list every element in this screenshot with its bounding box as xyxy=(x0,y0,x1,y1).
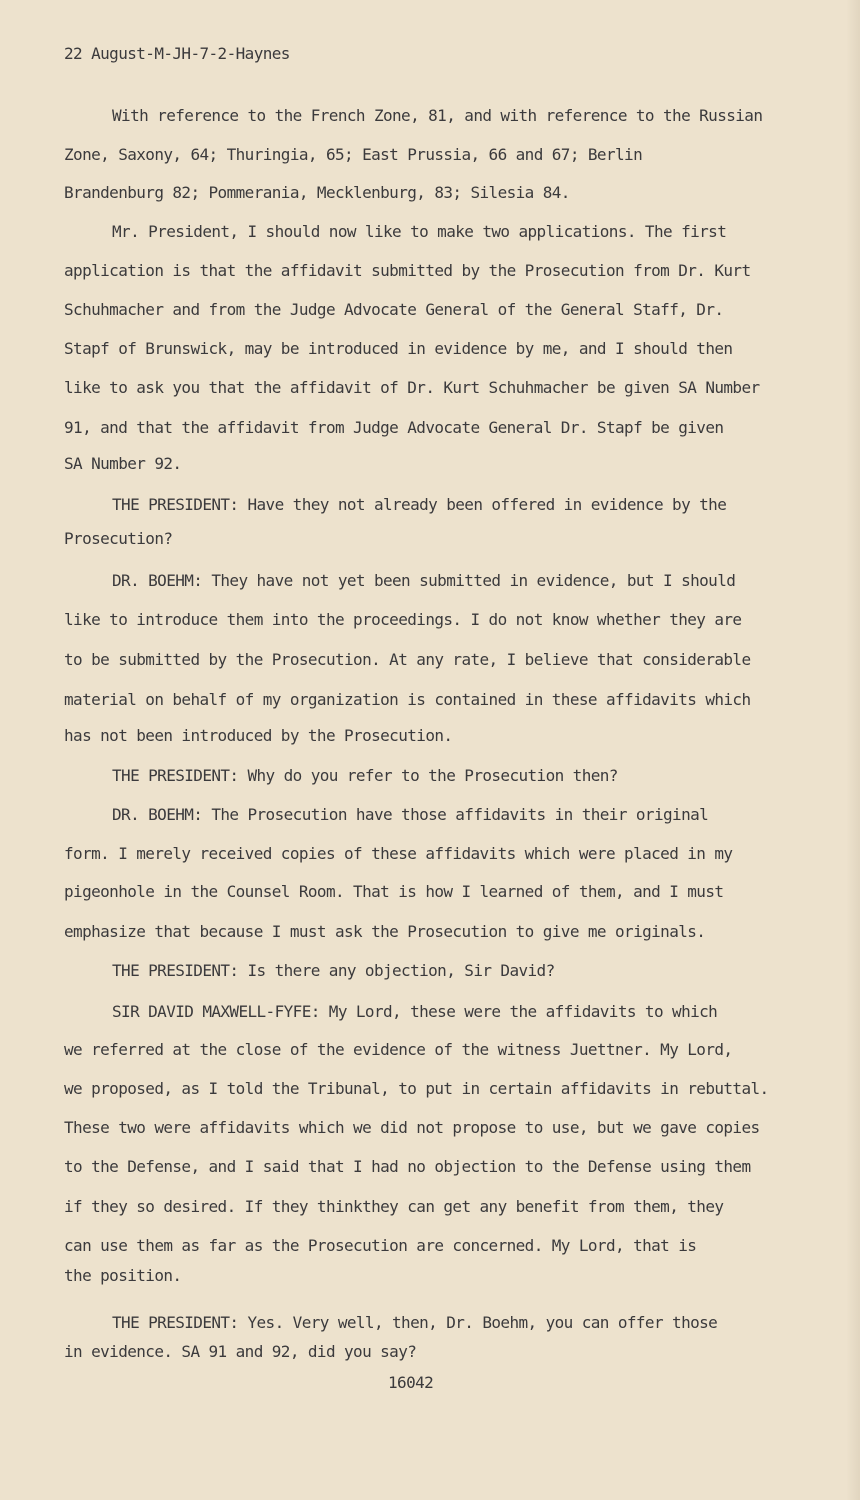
text-line: Schuhmacher and from the Judge Advocate General of the General Staff, Dr. xyxy=(64,300,724,319)
text-line: DR. BOEHM: They have not yet been submitted in evidence, but I should xyxy=(112,571,736,590)
text-line: Brandenburg 82; Pommerania, Mecklenburg, 83; Silesia 84. xyxy=(64,183,570,202)
page-header: 22 August-M-JH-7-2-Haynes xyxy=(64,44,290,63)
text-line: the position. xyxy=(64,1266,182,1285)
text-line: material on behalf of my organization is contained in these affidavits which xyxy=(64,690,751,709)
text-line: These two were affidavits which we did not propose to use, but we gave copies xyxy=(64,1118,760,1137)
text-line: Prosecution? xyxy=(64,529,173,548)
text-line: has not been introduced by the Prosecution. xyxy=(64,726,453,745)
text-line: DR. BOEHM: The Prosecution have those affidavits in their original xyxy=(112,805,709,824)
text-line: THE PRESIDENT: Why do you refer to the Prosecution then? xyxy=(112,766,618,785)
text-line: in evidence. SA 91 and 92, did you say? xyxy=(64,1342,417,1361)
text-line: 91, and that the affidavit from Judge Advocate General Dr. Stapf be given xyxy=(64,418,724,437)
text-line: like to ask you that the affidavit of Dr. Kurt Schuhmacher be given SA Number xyxy=(64,378,760,397)
text-line: form. I merely received copies of these affidavits which were placed in my xyxy=(64,844,733,863)
text-line: Mr. President, I should now like to make two applications. The first xyxy=(112,222,727,241)
text-line: Zone, Saxony, 64; Thuringia, 65; East Prussia, 66 and 67; Berlin xyxy=(64,145,643,164)
text-line: Stapf of Brunswick, may be introduced in evidence by me, and I should then xyxy=(64,339,733,358)
text-line: emphasize that because I must ask the Prosecution to give me originals. xyxy=(64,922,706,941)
text-line: With reference to the French Zone, 81, and with reference to the Russian xyxy=(112,106,763,125)
text-line: pigeonhole in the Counsel Room. That is how I learned of them, and I must xyxy=(64,882,724,901)
text-line: to be submitted by the Prosecution. At any rate, I believe that considerable xyxy=(64,650,751,669)
page-number: 16042 xyxy=(388,1373,434,1392)
text-line: can use them as far as the Prosecution are concerned. My Lord, that is xyxy=(64,1236,697,1255)
text-line: SA Number 92. xyxy=(64,454,182,473)
page-edge-shadow xyxy=(846,0,860,1500)
text-line: THE PRESIDENT: Have they not already been offered in evidence by the xyxy=(112,495,727,514)
text-line: we referred at the close of the evidence of the witness Juettner. My Lord, xyxy=(64,1040,733,1059)
text-line: we proposed, as I told the Tribunal, to put in certain affidavits in rebuttal. xyxy=(64,1079,769,1098)
text-line: SIR DAVID MAXWELL-FYFE: My Lord, these were the affidavits to which xyxy=(112,1002,718,1021)
text-line: if they so desired. If they thinkthey can get any benefit from them, they xyxy=(64,1197,724,1216)
text-line: THE PRESIDENT: Yes. Very well, then, Dr. Boehm, you can offer those xyxy=(112,1313,718,1332)
text-line: to the Defense, and I said that I had no objection to the Defense using them xyxy=(64,1157,751,1176)
text-line: application is that the affidavit submitted by the Prosecution from Dr. Kurt xyxy=(64,261,751,280)
text-line: like to introduce them into the proceedings. I do not know whether they are xyxy=(64,610,742,629)
text-line: THE PRESIDENT: Is there any objection, Sir David? xyxy=(112,961,555,980)
